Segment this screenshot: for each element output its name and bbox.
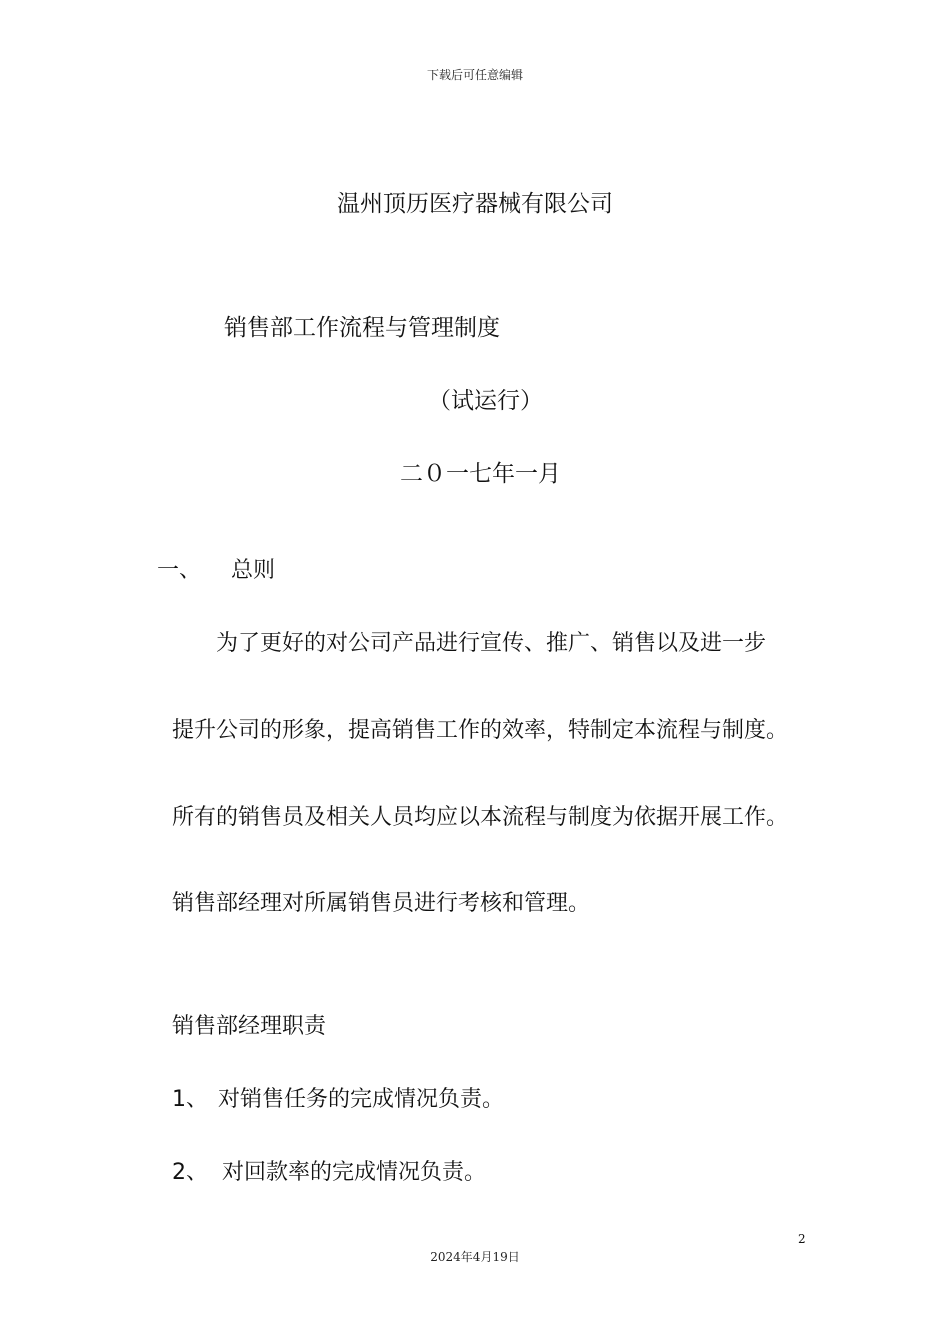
company-name: 温州顶历医疗器械有限公司 xyxy=(337,191,613,217)
document-status: （试运行） xyxy=(428,388,543,414)
page-header-note: 下载后可任意编辑 xyxy=(426,68,523,82)
list-item-text: 对销售任务的完成情况负责。 xyxy=(218,1087,505,1112)
footer-date: 2024年4月19日 xyxy=(430,1250,520,1264)
paragraph-line: 提升公司的形象，提高销售工作的效率，特制定本流程与制度。 xyxy=(172,718,789,743)
paragraph-line: 所有的销售员及相关人员均应以本流程与制度为依据开展工作。 xyxy=(172,805,789,830)
list-item-text: 对回款率的完成情况负责。 xyxy=(222,1160,487,1185)
list-item-number: 1、 xyxy=(172,1087,208,1112)
section-title: 总则 xyxy=(231,558,276,583)
section-number: 一、 xyxy=(157,558,202,583)
document-title: 销售部工作流程与管理制度 xyxy=(224,315,500,341)
paragraph-line: 销售部经理对所属销售员进行考核和管理。 xyxy=(172,891,591,916)
list-item-number: 2、 xyxy=(172,1160,208,1185)
page-number: 2 xyxy=(798,1232,806,1246)
paragraph-line: 为了更好的对公司产品进行宣传、推广、销售以及进一步 xyxy=(216,631,767,656)
document-date: 二０一七年一月 xyxy=(400,461,561,487)
subsection-heading: 销售部经理职责 xyxy=(172,1014,327,1039)
